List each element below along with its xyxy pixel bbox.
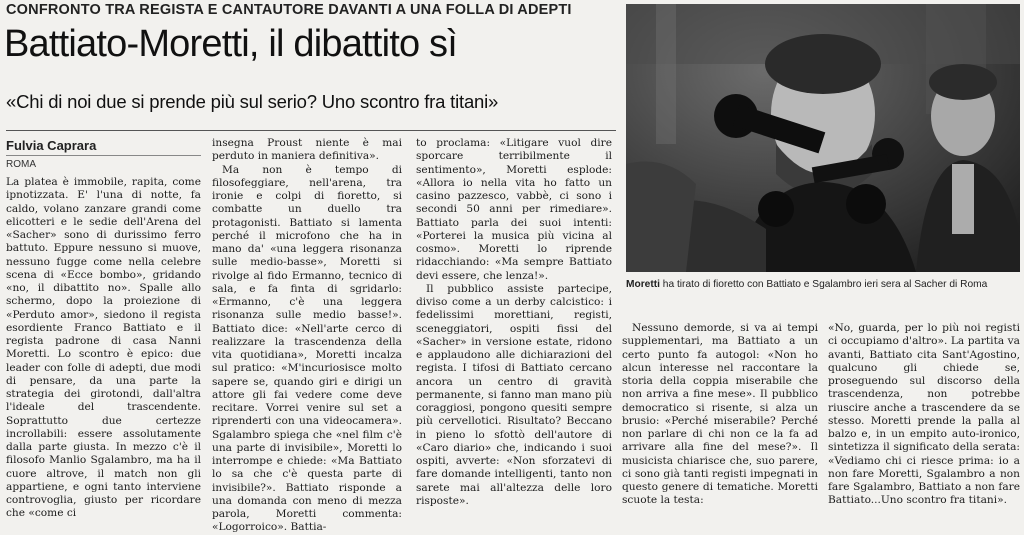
kicker: CONFRONTO TRA REGISTA E CANTAUTORE DAVANTI A UNA FOLLA DI ADEPTI	[6, 2, 572, 18]
paragraph: insegna Proust niente è mai perduto in maniera definitiva».	[212, 137, 402, 163]
caption-name: Moretti	[626, 279, 660, 290]
divider	[6, 155, 201, 156]
news-photo	[626, 4, 1020, 272]
paragraph: «No, guarda, per lo più noi registi ci occupiamo d'altro». La partita va avanti, Battiato cita Sant'Agostino, qualcuno gli chiede se, proseguendo sul discorso della trascendenza, non potrebbe riuscire anche a trascendere da se stesso. Moretti prende la palla al balzo e, in un empito auto-ironico, sintetizza il significato della serata: «Vediamo chi ci riesce prima: io a non fare Moretti, Sgalambro a non fare Sgalambro, Battiato a non fare Battiato...Uno scontro fra titani».	[828, 322, 1020, 507]
divider	[6, 130, 616, 131]
caption-text: ha tirato di fioretto con Battiato e Sgalambro ieri sera al Sacher di Roma	[659, 279, 988, 290]
photo-illustration	[626, 4, 1020, 272]
article-column-1	[6, 176, 201, 520]
subhead: «Chi di noi due si prende più sul serio? Uno scontro fra titani»	[6, 91, 499, 112]
paragraph: Ma non è tempo di filosofeggiare, nell'arena, tra ironie e colpi di fioretto, si combatte un duello tra protagonisti. Battiato si lamenta perché il microfono che ha in mano da' «una leggera risonanza sulle medio-basse», Moretti si rivolge al fido Ermanno, tecnico di sala, e fa finta di sgridarlo: «Ermanno, c'è una leggera risonanza sulle medio basse!». Battiato dice: «Nell'arte cerco di realizzare la trascendenza della vita quotidiana», Moretti incalza sul pratico: «M'incuriosisce molto sapere se, quando giri e dirigi un attore gli fai vedere come deve recitare. Vorrei venire sul set a riprenderti con una videocamera». Sgalambro spiega che «nel film c'è una parte di invisibile», Moretti lo interrompe e chiede: «Ma Battiato lo sa che c'è questa parte di invisibile?». Battiato risponde a una domanda con meno di mezza parola, Moretti commenta: «Logorroico». Battia-	[212, 163, 402, 534]
paragraph: Nessuno demorde, si va ai tempi supplementari, ma Battiato a un certo punto fa autogol: «Non ho alcun interesse nel raccontare la storia della coppia miserabile che non arriva a fine mese». Il pubblico democratico si risente, si alza un brusio: «Perché miserabile? Perché non parlare di chi non ce la fa ad arrivare alla fine del mese?». Il musicista chiarisce che, suo parere, ci sono già tanti registi impegnati in questo genere di tematiche. Moretti scuote la testa:	[622, 322, 818, 507]
paragraph: La platea è immobile, rapita, come ipnotizzata. E' l'una di notte, fa caldo, volano zanzare grandi come elicotteri e le sedie dell'Arena del «Sacher» sono di durissimo ferro battuto. Eppure nessuno si muove, nessuno fugge come nella celebre scena di «Ecce bombo», gridando «no, il dibattito no». Spalle allo schermo, dopo la proiezione di «Perduto amor», siedono il regista esordiente Franco Battiato e il regista padrone di casa Nanni Moretti. Lo scontro è epico: due leader con folle di adepti, due modi di pensare, da una parte la strategia dei girotondi, dall'altra l'ideale del trascendente. Soprattutto due certezze incrollabili: essere assolutamente dalla parte giusta. In mezzo c'è il filosofo Manlio Sgalambro, ma ha il cuore altrove, il match non gli appartiene, e ogni tanto interviene controvoglia, giusto per ricordare che «come ci	[6, 176, 201, 520]
dateline: ROMA	[6, 159, 36, 170]
paragraph: Il pubblico assiste partecipe, diviso come a un derby calcistico: i fedelissimi morettiani, registi, sceneggiatori, ospiti fissi del «Sacher» in versione estate, ridono e applaudono alle dichiarazioni del regista. I tifosi di Battiato cercano ancora un centro di gravità permanente, si fanno man mano più coraggiosi, pongono quesiti sempre più cervellotici. Risultato? Beccano in pieno lo sfottò dell'autore di «Caro diario» che, indicando i suoi ospiti, avverte: «Non sforzatevi di fare domande intelligenti, tanto non sarete mai all'altezza delle loro risposte».	[416, 282, 612, 507]
photo-caption	[626, 278, 1024, 291]
author-byline: Fulvia Caprara	[6, 138, 97, 153]
article-column-5	[828, 322, 1020, 512]
paragraph: to proclama: «Litigare vuol dire sporcare terribilmente il sentimento», Moretti esplode: «Allora io nella vita ho fatto un casino pazzesco, vabbè, ci sono i secondi 50 anni per rimediare». Battiato parla dei suoi intenti: «Porterei la musica più vicina al cosmo». Moretti lo riprende ridacchiando: «Ma sempre Battiato devi essere, che lenza!».	[416, 137, 612, 282]
headline: Battiato-Moretti, il dibattito sì	[4, 23, 458, 65]
article-column-2	[212, 137, 402, 534]
article-column-4	[622, 322, 818, 512]
article-column-3	[416, 137, 612, 512]
